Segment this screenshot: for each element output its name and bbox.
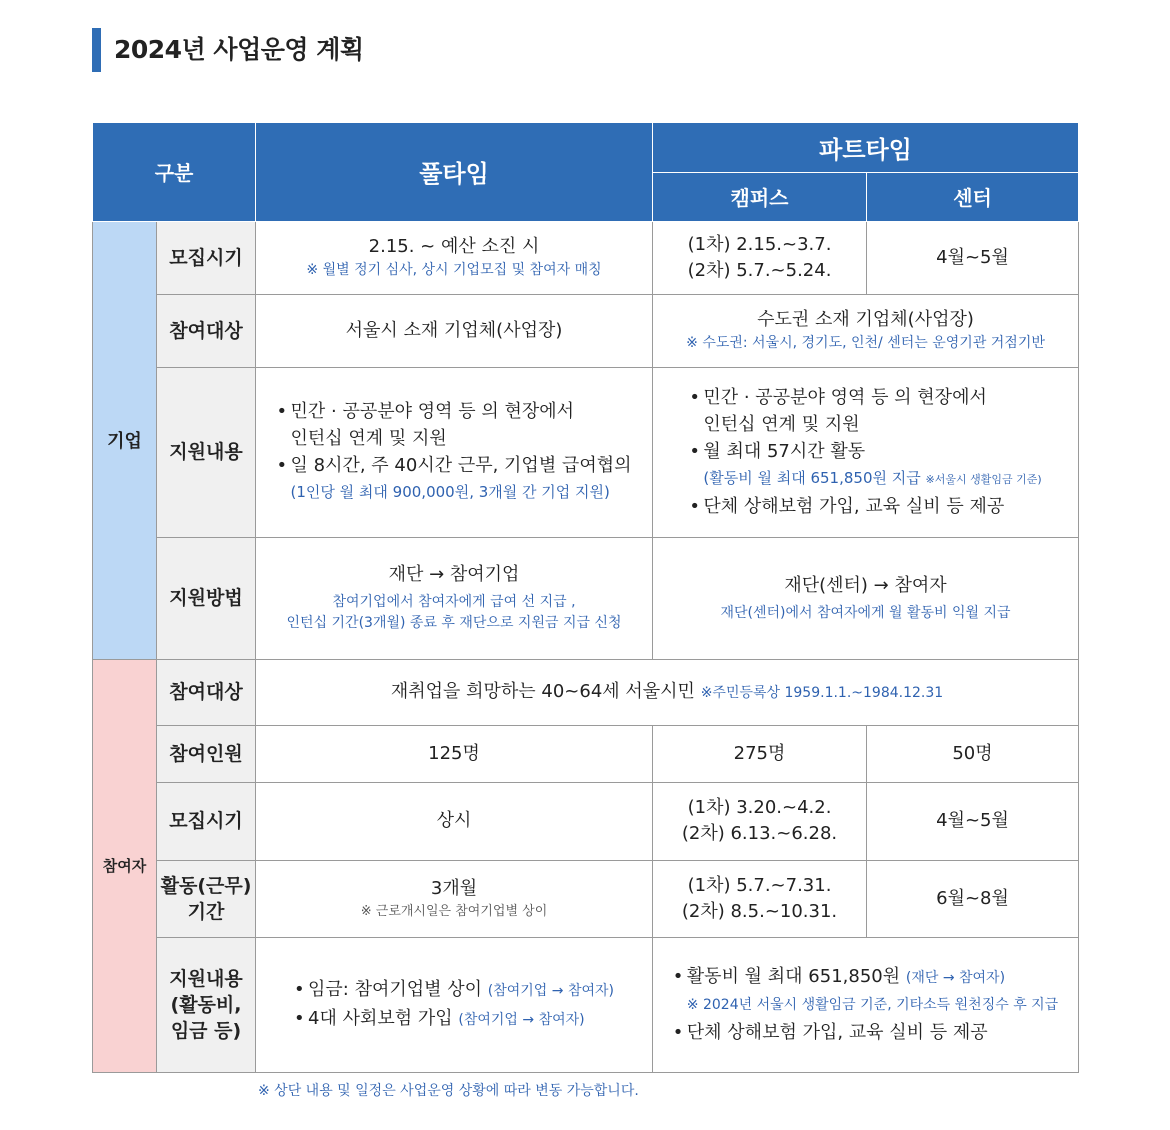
header-category: 구분 — [93, 123, 256, 221]
part-count-campus: 275명 — [653, 725, 867, 782]
list-item — [277, 452, 632, 506]
part-period-fulltime — [256, 860, 653, 937]
row-label-part-target: 참여대상 — [157, 659, 256, 725]
row-label-part-period-line2: 기간 — [187, 900, 225, 923]
corp-recruit-fulltime-note: ※ 월별 정기 심사, 상시 기업모집 및 참여자 매칭 — [306, 262, 602, 278]
list-item-note: (참여기업 → 참여자) — [458, 1011, 585, 1028]
part-period-campus-line2: (2차) 8.5.~10.31. — [681, 900, 838, 922]
header-campus: 캠퍼스 — [653, 172, 867, 221]
part-count-center: 50명 — [867, 725, 1079, 782]
part-support-parttime — [653, 937, 1079, 1072]
list-item-text: 4대 사회보험 가입 — [308, 1007, 453, 1029]
corp-support-fulltime — [256, 367, 653, 537]
part-recruit-center: 4월~5월 — [867, 782, 1079, 860]
group-participant: 참여자 — [93, 659, 157, 1072]
part-support-fulltime-list — [294, 976, 614, 1034]
list-item-note-small: ※서울시 생활임금 기준) — [925, 473, 1042, 486]
part-recruit-campus-line2: (2차) 6.13.~6.28. — [681, 823, 838, 844]
corp-recruit-campus-line1: (1차) 2.15.~3.7. — [687, 233, 832, 255]
row-label-part-period — [157, 860, 256, 937]
part-support-parttime-list — [673, 963, 1058, 1046]
corp-method-parttime — [653, 537, 1079, 659]
corp-method-fulltime-note2: 인턴십 기간(3개월) 종료 후 재단으로 지원금 지급 신청 — [286, 615, 622, 631]
list-item-text: 일 8시간, 주 40시간 근무, 기업별 급여협의 — [290, 455, 632, 476]
footnote: ※ 상단 내용 및 일정은 사업운영 상황에 따라 변동 가능합니다. — [258, 1083, 639, 1099]
part-target — [256, 659, 1079, 725]
row-label-corp-support: 지원내용 — [157, 367, 256, 537]
list-item-text: 인턴십 연계 및 지원 — [703, 414, 860, 435]
list-item — [689, 438, 1041, 493]
header-fulltime: 풀타임 — [256, 123, 653, 221]
list-item — [294, 1005, 614, 1034]
corp-method-parttime-main: 재단(센터) → 참여자 — [784, 574, 947, 596]
part-period-center: 6월~8월 — [867, 860, 1079, 937]
corp-recruit-campus-line2: (2차) 5.7.~5.24. — [687, 259, 832, 281]
list-item-note-text: (활동비 월 최대 651,850원 지급 — [703, 469, 921, 487]
row-label-corp-target: 참여대상 — [157, 294, 256, 367]
corp-target-fulltime: 서울시 소재 기업체(사업장) — [256, 294, 653, 367]
header-parttime: 파트타임 — [653, 123, 1079, 172]
corp-recruit-center: 4월~5월 — [867, 221, 1079, 294]
list-item-text: 월 최대 57시간 활동 — [703, 441, 866, 462]
list-item-text: 단체 상해보험 가입, 교육 실비 등 제공 — [703, 496, 1005, 517]
group-corporate: 기업 — [93, 221, 157, 659]
list-item-text: 임금: 참여기업별 상이 — [308, 978, 483, 1000]
corp-target-parttime-note: ※ 수도권: 서울시, 경기도, 인천/ 센터는 운영기관 거점기반 — [686, 335, 1045, 351]
page-title: 2024년 사업운영 계획 — [114, 35, 364, 64]
list-item-text: 민간 · 공공분야 영역 등 의 현장에서 — [703, 387, 987, 408]
list-item — [689, 493, 1041, 520]
corp-target-parttime — [653, 294, 1079, 367]
part-target-note: ※주민등록상 1959.1.1.~1984.12.31 — [700, 684, 944, 701]
corp-method-parttime-note: 재단(센터)에서 참여자에게 월 활동비 익월 지급 — [720, 604, 1011, 621]
corp-recruit-fulltime — [256, 221, 653, 294]
part-count-fulltime: 125명 — [256, 725, 653, 782]
corp-support-parttime — [653, 367, 1079, 537]
list-item-text: 인턴십 연계 및 지원 — [290, 428, 447, 449]
header-center: 센터 — [867, 172, 1079, 221]
corp-recruit-fulltime-main: 2.15. ~ 예산 소진 시 — [368, 236, 540, 257]
list-item-text: 단체 상해보험 가입, 교육 실비 등 제공 — [686, 1022, 988, 1043]
list-item-text: 활동비 월 최대 651,850원 — [686, 966, 901, 987]
part-support-fulltime — [256, 937, 653, 1072]
plan-table — [92, 123, 1079, 1073]
list-item-text: 민간 · 공공분야 영역 등 의 현장에서 — [290, 401, 575, 422]
part-period-fulltime-note: ※ 근로개시일은 참여기업별 상이 — [360, 903, 548, 919]
row-label-corp-method: 지원방법 — [157, 537, 256, 659]
part-period-campus-line1: (1차) 5.7.~7.31. — [687, 874, 832, 896]
row-label-part-support-line2: (활동비, — [170, 993, 242, 1016]
row-label-part-support — [157, 937, 256, 1072]
row-label-corp-recruit: 모집시기 — [157, 221, 256, 294]
corp-recruit-campus — [653, 221, 867, 294]
list-item — [294, 976, 614, 1005]
row-label-part-period-line1: 활동(근무) — [160, 874, 252, 897]
corp-target-parttime-main: 수도권 소재 기업체(사업장) — [757, 309, 974, 330]
row-label-part-recruit: 모집시기 — [157, 782, 256, 860]
part-recruit-fulltime: 상시 — [256, 782, 653, 860]
corp-method-fulltime-main: 재단 → 참여기업 — [388, 564, 520, 585]
list-item — [689, 384, 1041, 438]
part-recruit-campus-line1: (1차) 3.20.~4.2. — [687, 797, 832, 818]
corp-support-parttime-list — [689, 384, 1041, 520]
corp-method-fulltime-note1: 참여기업에서 참여자에게 급여 선 지급 , — [332, 594, 576, 610]
part-period-fulltime-main: 3개월 — [430, 877, 478, 899]
part-period-campus — [653, 860, 867, 937]
list-item-note: (재단 → 참여자) — [905, 970, 1006, 986]
title-accent-bar — [92, 28, 101, 72]
list-item — [673, 1019, 1058, 1046]
corp-support-fulltime-list — [277, 398, 632, 506]
row-label-part-count: 참여인원 — [157, 725, 256, 782]
list-item-note: (1인당 월 최대 900,000원, 3개월 간 기업 지원) — [290, 483, 610, 501]
row-label-part-support-line1: 지원내용 — [169, 967, 243, 990]
list-item — [277, 398, 632, 452]
part-target-main: 재취업을 희망하는 40~64세 서울시민 — [390, 680, 695, 702]
part-recruit-campus — [653, 782, 867, 860]
list-item-note — [703, 465, 1041, 493]
row-label-part-support-line3: 임금 등) — [170, 1019, 242, 1042]
corp-method-fulltime — [256, 537, 653, 659]
list-item — [673, 963, 1058, 1019]
list-item-note: (참여기업 → 참여자) — [487, 982, 614, 999]
list-item-subnote: ※ 2024년 서울시 생활임금 기준, 기타소득 원천징수 후 지급 — [686, 997, 1059, 1013]
